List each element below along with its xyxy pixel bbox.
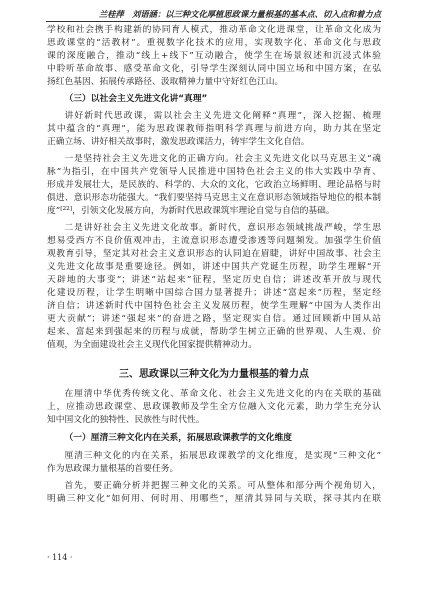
paragraph-line: 在厘清中华优秀传统文化、革命文化、社会主义先进文化的内在关联的基础 (64, 389, 381, 399)
paragraph-point-one (47, 153, 381, 218)
paragraph-line: 其中蕴含的“真理”，能为思政课教师指明科学真理与前进方向，助力其在坚定 (47, 124, 381, 134)
paragraph-line: 学校和社会携手构建新的协同育人模式，推动革命文化进课堂，让革命文化成为 (47, 25, 381, 35)
paragraph-subsection-one-a (47, 450, 381, 476)
paragraph-line: 脉”为指引，在中国共产党领导人民推进中国特色社会主义的伟大实践中孕育、 (47, 167, 381, 177)
section-heading: 三、思政课以三种文化为力量根基的着力点 (119, 369, 309, 380)
paragraph-line: 更大贡献”；讲述“强起来”的奋进之路，坚定现实自信。通过回顾新中国从站 (47, 314, 381, 324)
subsection-heading-block (47, 93, 381, 106)
paragraph-socialist-culture-intro (47, 110, 381, 149)
paragraph-line: 首先，要正确分析并把握三种文化的关系。可从整体和部分两个视角切入， (64, 481, 381, 491)
line-text: 度” (47, 206, 61, 216)
page-number: · 114 · (47, 553, 73, 562)
paragraph-line: 作为思政课力量根基的首要任务。 (47, 464, 179, 474)
paragraph-line: 起来、富起来到强起来的历程与成就，帮助学生树立正确的世界观、人生观、价 (47, 327, 381, 337)
paragraph-revolutionary-culture-tail (47, 24, 381, 89)
body-text (47, 24, 381, 506)
paragraph-line: 厘清三种文化的内在关系，拓展思政课教学的文化维度，是实现“三种文化” (64, 451, 381, 461)
line-text: ，引领文化发展方向，为新时代思政课筑牢理论自觉与自信的基础。 (72, 206, 335, 216)
paragraph-line: 中聆听革命故事、感受革命文化，引导学生深刻认同中国立场和中国方案，在弘 (47, 64, 381, 74)
paragraph-line: 知中国文化的独特性、民族性与时代性。 (47, 415, 205, 425)
subsection-heading-block (47, 432, 381, 445)
paragraph-line: 课的深度融合，推动“线上+线下”互动融合，使学生在场景叙述和沉浸式体验 (47, 51, 381, 61)
paragraph-line: 明确三种文化“如何用、何时用、用哪些”，厘清其异同与关联，探寻其内在联 (47, 494, 381, 504)
paragraph-line: 一是坚持社会主义先进文化的正确方向。社会主义先进文化以马克思主义“魂 (64, 154, 381, 164)
paragraph-line: 值观，为全面建设社会主义现代化国家提供精神动力。 (47, 340, 257, 350)
subsection-heading: （三）以社会主义先进文化讲“真理” (64, 94, 208, 104)
paragraph-line: 观教育引导，坚定其对社会主义意识形态的认同迫在眉睫，讲好中国故事、社会主 (47, 249, 381, 259)
paragraph-line: 上，应推动思政课堂、思政课教师及学生全方位融入文化元素，助力学生充分认 (47, 402, 381, 412)
paragraph-point-two (47, 222, 381, 352)
paragraph-line: 正确立场、讲好相关故事时，激发思政课活力，铸牢学生文化自信。 (47, 137, 310, 147)
citation-marker: [22] (60, 206, 73, 212)
paragraph-line: 化建设历程，让学生明晰中国综合国力显著提升；讲述“富起来”历程，坚定经 (47, 288, 381, 298)
header-rule (46, 21, 381, 22)
paragraph-line: 思政课堂的“活教材”。重视数字化技术的应用，实现数字化、革命文化与思政 (47, 38, 381, 48)
paragraph-line: 想易受西方不良价值观冲击，主流意识形态遭受渗透等问题频发。加强学生价值 (47, 236, 381, 246)
paragraph-line: 讲好新时代思政课，需以社会主义先进文化阐释“真理”，深入挖掘、梳理 (64, 111, 381, 121)
paragraph-subsection-one-b (47, 480, 381, 506)
paragraph-line: 形成并发展壮大，是民族的、科学的、大众的文化，它政治立场鲜明、理论品格与时 (47, 180, 381, 190)
paragraph-line: 俱进、意识形态功能强大。“我们要坚持马克思主义在意识形态领域指导地位的根本制 (47, 193, 381, 203)
subsection-heading: （一）厘清三种文化内在关系，拓展思政课教学的文化维度 (64, 433, 292, 443)
paragraph-section-three-intro (47, 388, 381, 427)
running-header: 兰桂萍 刘语涵：以三种文化厚植思政课力量根基的基本点、切入点和着力点 (98, 9, 381, 19)
paragraph-line: 扬红色基因、拓展传承路径、汲取精神力量中守好红色江山。 (47, 77, 284, 87)
paragraph-line: 义先进文化故事是重要途径。例如，讲述中国共产党诞生历程，助学生理解“开 (47, 262, 381, 272)
paragraph-line: 天辟地的大事变”；讲述“站起来”征程，坚定历史自信；讲述改革开放与现代 (47, 275, 381, 285)
paragraph-line: 济自信；讲述新时代中国特色社会主义发展历程，使学生理解“中国为人类作出 (47, 301, 381, 311)
paragraph-line: 二是讲好社会主义先进文化故事。新时代，意识形态领域挑战严峻，学生思 (64, 223, 381, 233)
paragraph-line (47, 205, 381, 218)
